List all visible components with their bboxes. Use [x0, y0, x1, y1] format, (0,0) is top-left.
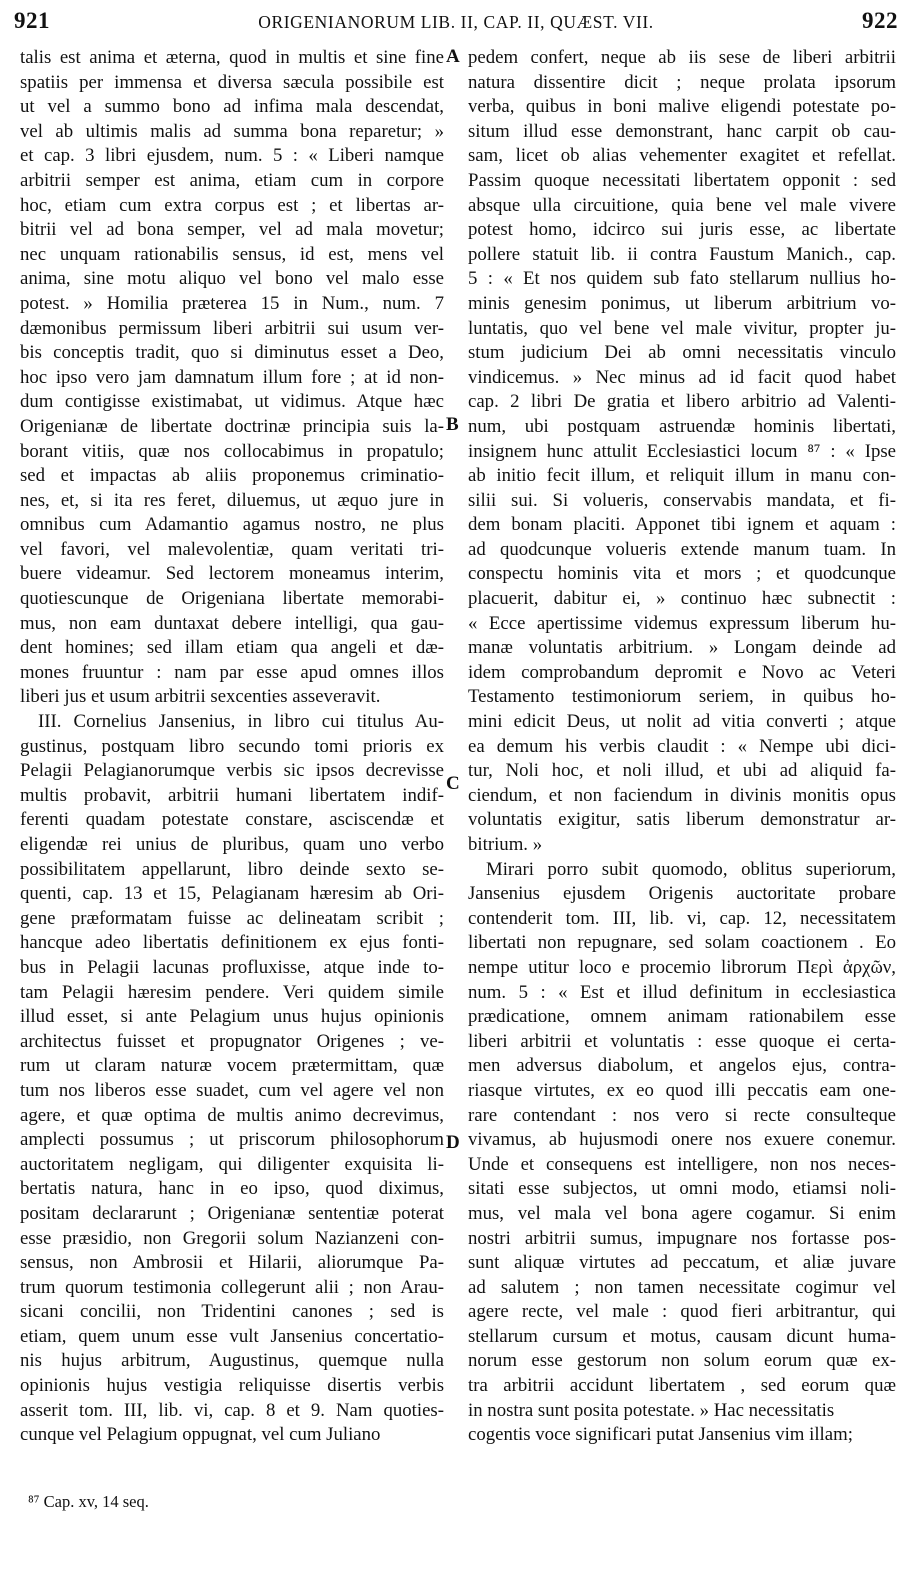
- right-column-line: vindicemus. » Nec minus ad id facit quod habet: [468, 366, 896, 388]
- left-column-line: et cap. 3 libri ejusdem, num. 5 : « Liberi namque: [20, 145, 444, 167]
- running-title: ORIGENIANORUM LIB. II, CAP. II, QUÆST. VII.: [258, 12, 654, 32]
- left-column-line: omnibus cum Adamantio agamus nostro, ne plus: [20, 514, 444, 536]
- right-column-line: stum judicium Dei ab omni necessitatis vinculo: [468, 342, 896, 364]
- left-column-line: Origenianæ de libertate doctrinæ principia suis la-: [20, 415, 444, 437]
- left-column-line: sed et impactas ab aliis proponemus criminatio-: [20, 465, 444, 487]
- right-column-line: cap. 2 libri De gratia et libero arbitrio ad Valenti-: [468, 391, 896, 413]
- left-column-line: vel favori, vel malevolentiæ, quam veritati tri-: [20, 538, 444, 560]
- right-column-line: agere recte, vel male : quod fieri arbitrantur, qui: [468, 1301, 896, 1323]
- left-column-line: mones fruuntur : nam par esse apud omnes illos: [20, 661, 444, 683]
- left-column-line: asserit tom. III, lib. vi, cap. 8 et 9. Nam quoties-: [20, 1399, 444, 1421]
- right-column-line: mus, vel mala vel bona agere cogamur. Si enim: [468, 1202, 896, 1224]
- left-column-line: ut vel a summo bono ad infima mala descendat,: [20, 96, 444, 118]
- right-column-line: riasque virtutes, ex eo quod illi peccatis eam one-: [468, 1079, 896, 1101]
- right-column-line: conspectu hominis vita et mors ; et quodcunque: [468, 563, 896, 585]
- right-column-line: pedem confert, neque ab iis sese de liberi arbitrii: [468, 47, 896, 68]
- right-column-line: tur, Noli hoc, et noli illud, et ubi ad aliquid fa-: [468, 760, 896, 782]
- left-column-line: positam declararunt ; Origenianæ sententiæ poterat: [20, 1202, 444, 1224]
- right-column-line: dem bonam placiti. Apponet tibi ignem et aquam :: [468, 514, 896, 536]
- left-column-line: borant vitiis, quæ nos collocabimus in propatulo;: [20, 440, 444, 462]
- left-column-line: nes, et, si ita res feret, diluemus, ut æquo jure in: [20, 489, 444, 511]
- left-column-line: liberi jus et usum arbitrii sexcenties asseveravit.: [20, 686, 381, 708]
- left-column-line: dæmonibus permissum liberi arbitrii sui usum ver-: [20, 317, 444, 339]
- right-column-line: nostri arbitrii sumus, impugnare nos fortasse pos-: [468, 1227, 896, 1249]
- right-column-line: cogentis voce significari putat Jansenius vim illam;: [468, 1424, 853, 1446]
- left-column-line: buere videamur. Sed lectorem moneamus interim,: [20, 563, 444, 585]
- left-column: [20, 46, 444, 1448]
- left-column-line: hoc, etiam cum extra corpus est ; et libertas ar-: [20, 194, 444, 216]
- right-column-line: placuerit, dabitur ei, » continuo hæc subnectit :: [468, 588, 896, 610]
- left-column-line: illud esset, si ante Pelagium unus hujus opinionis: [20, 1006, 444, 1028]
- left-column-line: hoc ipso vero jam damnatum illum fore ; at id non-: [20, 366, 444, 388]
- right-column-line: situm illud esse demonstrant, hanc carpit ob cau-: [468, 120, 896, 142]
- left-column-line: architectus fuisset et propugnator Origenes ; ve-: [20, 1030, 444, 1052]
- page-number-right: 922: [862, 8, 898, 33]
- left-column-line: opinionis hujus vestigia reliquisse disertis verbis: [20, 1375, 444, 1397]
- left-column-line: gene præformatam fuisse ac delineatam scribit ;: [20, 907, 444, 929]
- left-column-line: bitrii vel ad bona semper, vel ad mala movetur;: [20, 219, 444, 241]
- right-column-line: in nostra sunt posita potestate. » Hac necessitatis: [468, 1399, 835, 1421]
- left-column-line: quotiescunque de Origeniana libertate memorabi-: [20, 588, 444, 610]
- left-column-line: gustinus, postquam libro secundo tomi prioris ex: [20, 735, 444, 757]
- margin-marker-b: B: [446, 414, 459, 435]
- left-column-line: etiam, quem unum esse vult Jansenius concertatio-: [20, 1325, 444, 1347]
- left-column-line: anima, sine motu aliquo vel bono vel malo esse: [20, 268, 444, 290]
- right-column-line: sitati esse subjectos, ut omni modo, etiamsi noli-: [468, 1178, 896, 1200]
- margin-marker-a: A: [446, 46, 460, 67]
- right-column-line: absque ulla circuitione, quia bene vel male vivere: [468, 194, 896, 216]
- left-column-line: amplecti possumus ; ut priscorum philosophorum: [20, 1129, 444, 1151]
- right-column-line: Unde et consequens est intelligere, non nos neces-: [468, 1153, 896, 1175]
- right-column-line: num. 5 : « Est et illud definitum in ecclesiastica: [468, 981, 896, 1003]
- right-column-line: tra arbitrii accidunt libertatem , sed eorum quæ: [468, 1375, 896, 1397]
- right-column-line: ad salutem ; non tamen necessitate cogimur vel: [468, 1276, 896, 1298]
- left-column-line: talis est anima et æterna, quod in multis et sine fine: [20, 47, 444, 68]
- margin-marker-d: D: [446, 1132, 460, 1153]
- right-column-line: potest homo, idcirco sui juris esse, ac libertate: [468, 219, 896, 241]
- right-column-line: insignem hunc attulit Ecclesiastici locum ⁸⁷ : « Ipse: [468, 440, 896, 462]
- left-column-line: bus in Pelagii lacunas profluxisse, atque inde to-: [20, 956, 444, 978]
- right-column-line: Jansenius ejusdem Origenis auctoritate probare: [468, 883, 896, 905]
- left-column-line: Pelagii Pelagianorumque verbis sic ipsos decrevisse: [20, 760, 444, 782]
- right-column-line: norum esse gestorum non solum eorum quæ ex-: [468, 1350, 896, 1372]
- left-column-line: nec unquam rationabilis sensus, id est, mens vel: [20, 243, 444, 265]
- left-column-line: mus, non eam duntaxat debere intelligi, qua gau-: [20, 612, 444, 634]
- right-column-line: sunt aliquæ virtutes ad peccatum, et aliæ juvare: [468, 1252, 896, 1274]
- right-column-line: 5 : « Et nos quidem sub fato stellarum nullius ho-: [468, 268, 896, 290]
- left-column-line: hancque adeo libertatis definitionem ex ejus fonti-: [20, 932, 444, 954]
- right-column-line: num, ubi postquam astruendæ hominis libertati,: [468, 415, 896, 437]
- right-column-line: stellarum cursum et motus, causam dicunt huma-: [468, 1325, 896, 1347]
- left-column-line: dum contigisse existimabat, ut vidimus. Atque hæc: [20, 391, 444, 413]
- left-column-line: eligendæ rei unius de pluribus, quam uno verbo: [20, 834, 444, 855]
- left-column-line: tum nos liberos esse suadet, cum vel agere vel non: [20, 1079, 444, 1101]
- right-column-line: ad quodcunque volueris extende manum tuam. In: [468, 538, 896, 560]
- left-column-line: possibilitatem appellarunt, libro deinde sexto se-: [20, 858, 444, 880]
- left-column-line: ferenti quadam potestate constare, asciscendæ et: [20, 809, 444, 831]
- left-column-line: trum quorum testimonia collegerunt alii ; non Arau-: [20, 1276, 444, 1298]
- left-column-line: bis conceptis tradit, quo si diminutus esset a Deo,: [20, 342, 444, 364]
- right-column-line: « Ecce apertissime videmus expressum liberum hu-: [468, 612, 896, 634]
- left-column-line: quenti, cap. 13 et 15, Pelagianam hæresim ab Ori-: [20, 883, 444, 905]
- right-column: [468, 46, 896, 1448]
- left-column-line: potest. » Homilia præterea 15 in Num., num. 7: [20, 292, 444, 314]
- right-column-line: ab initio fecit illum, et reliquit illum in manu con-: [468, 465, 896, 487]
- left-column-line: spatiis per immensa et diversa sæcula possibile est: [20, 71, 444, 93]
- right-column-line: liberi arbitrii et voluntatis : esse quoque ei certa-: [468, 1030, 896, 1052]
- right-column-line: men adversus diabolum, et angelos ejus, contra-: [468, 1055, 896, 1077]
- left-column-line: rum ut claram naturæ vocem prætermittam, quæ: [20, 1055, 444, 1077]
- right-column-line: vivamus, ab hujusmodi onere nos exuere conemur.: [468, 1129, 896, 1151]
- left-column-line: agere, et quæ optima de multis animo decrevimus,: [20, 1104, 444, 1126]
- right-column-line: manæ voluntatis arbitrium. » Longam deinde ad: [468, 637, 896, 659]
- right-column-line: prædicatione, omnem animam rationabilem esse: [468, 1006, 896, 1028]
- right-column-line: idem comprobandum depromit e Novo ac Veteri: [468, 661, 896, 683]
- left-column-line: sicani concilii, non Tridentini canones ; sed is: [20, 1301, 444, 1323]
- footnote: ⁸⁷ Cap. xv, 14 seq.: [28, 1492, 149, 1511]
- running-header: [14, 6, 898, 40]
- left-column-line: cunque vel Pelagium oppugnat, vel cum Juliano: [20, 1424, 381, 1446]
- page-number-left: 921: [14, 8, 50, 33]
- left-column-line: esse præsidio, non Gregorii solum Nazianzeni con-: [20, 1227, 444, 1249]
- right-column-line: Passim quoque necessitati libertatem opponit : sed: [468, 169, 896, 191]
- right-column-line: Testamento testimoniorum seriem, in quibus ho-: [468, 686, 896, 708]
- right-column-line: mini edicit Deus, ut nolit ad vitia converti ; atque: [468, 711, 896, 733]
- left-column-line: tam Pelagii hæresim pendere. Veri quidem simile: [20, 981, 444, 1003]
- right-column-line: sam, licet ob alias vehementer exagitet et refellat.: [468, 145, 896, 167]
- left-column-line: vel ab ultimis malis ad summa bona reparetur; »: [20, 120, 444, 142]
- left-column-line: bertatis natura, hanc in eo ipso, quod diximus,: [20, 1178, 444, 1200]
- right-column-line: natura dissentire dicit ; neque prolata ipsorum: [468, 71, 896, 93]
- right-column-line: voluntatis exigitur, satis liberum demonstratur ar-: [468, 809, 896, 831]
- right-column-line: rare contendant : nos vero si recte consulteque: [468, 1104, 896, 1126]
- right-column-line: Mirari porro subit quomodo, oblitus superiorum,: [486, 858, 896, 880]
- right-column-line: libertati non repugnare, sed solam coactionem . Eo: [468, 932, 896, 954]
- left-column-line: dent homines; sed illam etiam qua angeli et dæ-: [20, 637, 444, 659]
- margin-marker-c: C: [446, 773, 460, 794]
- left-column-line: multis probavit, arbitrii humani libertatem indif-: [20, 784, 444, 806]
- right-column-line: silii sui. Si volueris, conservabis mandata, et fi-: [468, 489, 896, 511]
- left-column-line: sensus, non Ambrosii et Hilarii, aliorumque Pa-: [20, 1252, 444, 1274]
- right-column-line: ea demum his verbis claudit : « Nempe ubi dici-: [468, 735, 896, 757]
- right-column-line: luntatis, quo vel bene vel male vivitur, propter ju-: [468, 317, 896, 339]
- left-column-line: III. Cornelius Jansenius, in libro cui titulus Au-: [38, 711, 444, 733]
- right-column-line: minis genesim ponimus, ut liberum arbitrium vo-: [468, 292, 896, 314]
- right-column-line: nempe utitur loco e procemio librorum Περὶ ἀρχῶν,: [468, 956, 896, 978]
- right-column-line: pollere statuit lib. ii contra Faustum Manich., cap.: [468, 243, 896, 265]
- right-column-line: verba, quibus in boni malive eligendi potestate po-: [468, 96, 896, 118]
- right-column-line: ciendum, et non faciendum in divinis monitis opus: [468, 784, 896, 806]
- left-column-line: auctoritatem negligam, qui diligenter exquisita li-: [20, 1153, 444, 1175]
- right-column-line: contenderit tom. III, lib. vi, cap. 12, necessitatem: [468, 907, 896, 929]
- left-column-line: arbitrii semper est anima, etiam cum in corpore: [20, 169, 444, 191]
- right-column-line: bitrium. »: [468, 834, 543, 855]
- left-column-line: nis hujus arbitrum, Augustinus, quemque nulla: [20, 1350, 444, 1372]
